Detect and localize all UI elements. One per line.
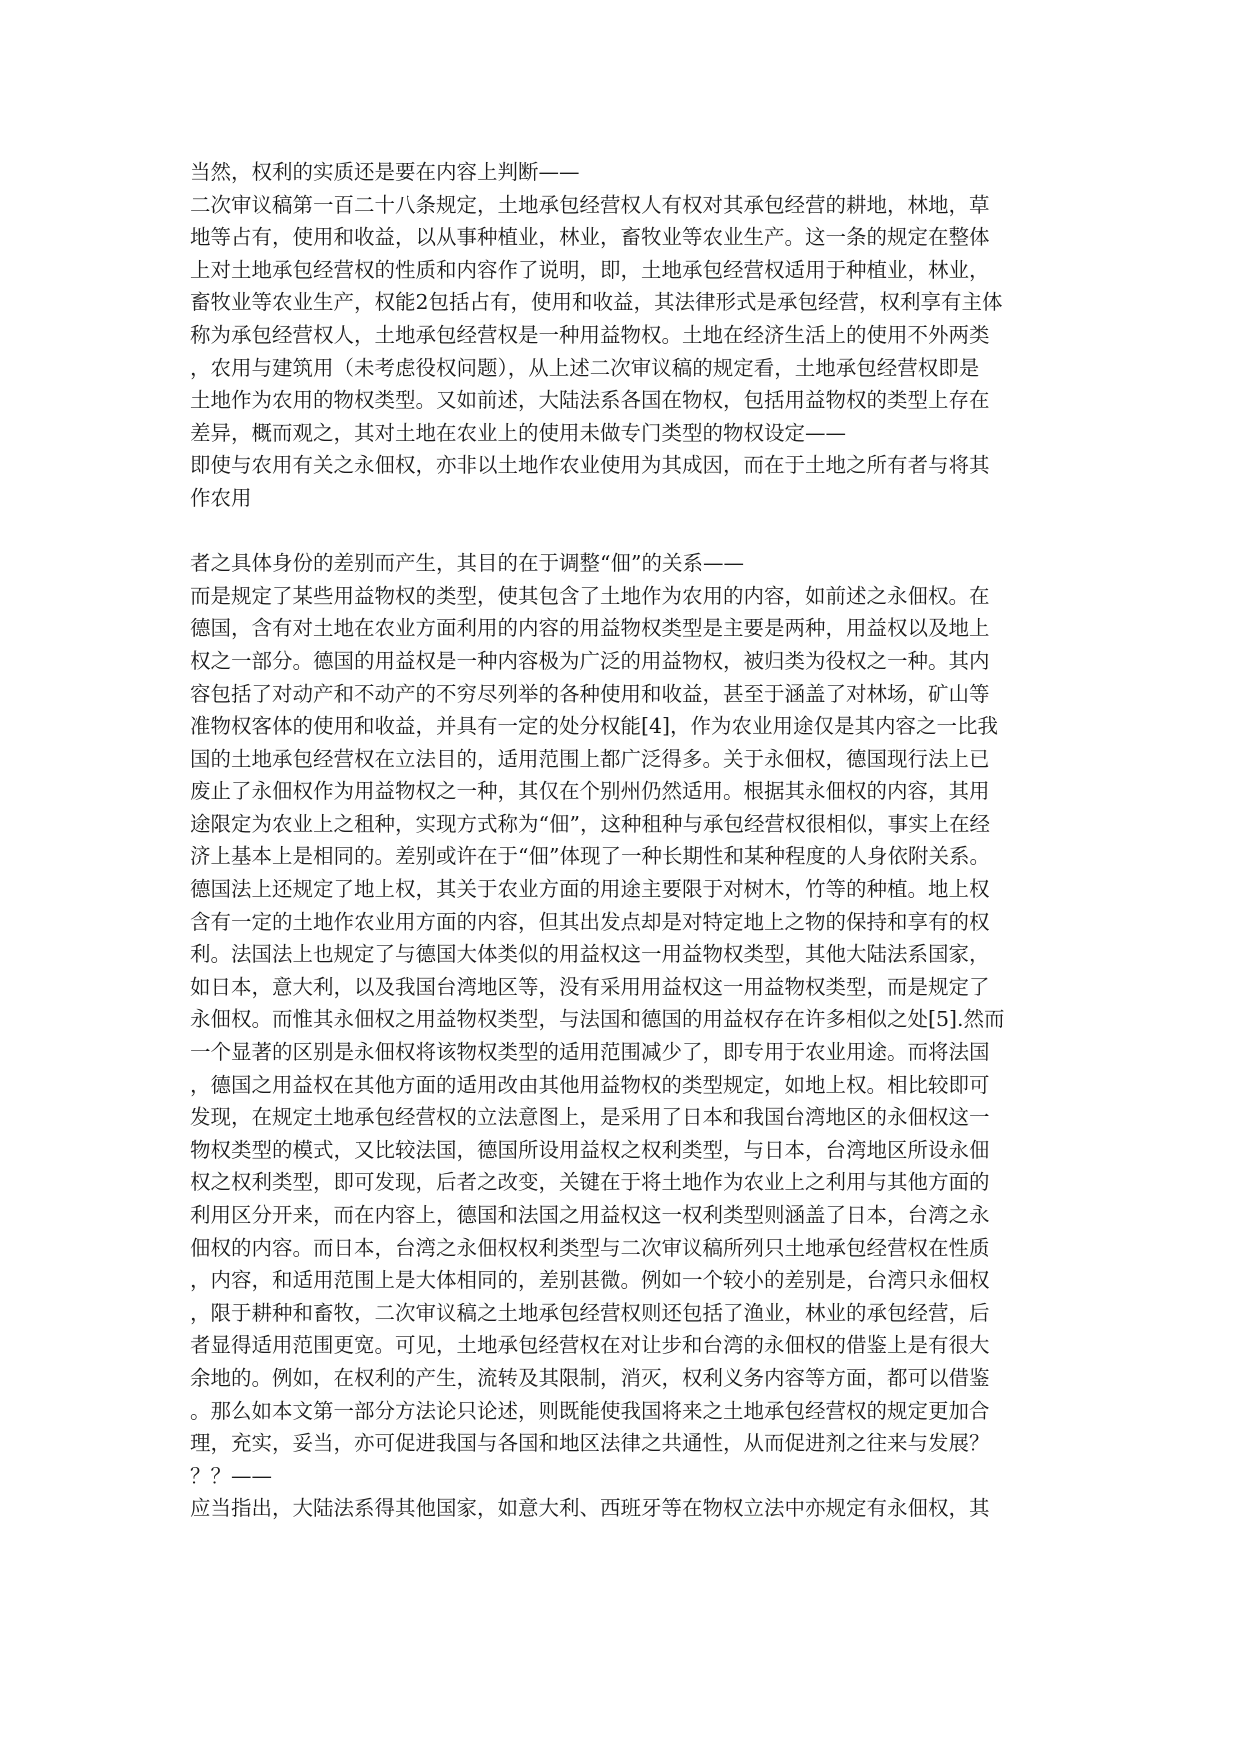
text-line: 即使与农用有关之永佃权，亦非以土地作农业使用为其成因，而在于土地之所有者与将其 bbox=[190, 453, 990, 478]
document-page bbox=[190, 156, 1060, 1525]
text-line: 发现，在规定土地承包经营权的立法意图上，是采用了日本和我国台湾地区的永佃权这一 bbox=[190, 1105, 990, 1130]
text-line: 余地的。例如，在权利的产生，流转及其限制，消灭，权利义务内容等方面，都可以借鉴 bbox=[190, 1365, 990, 1390]
text-line: 利用区分开来，而在内容上，德国和法国之用益权这一权利类型则涵盖了日本，台湾之永 bbox=[190, 1203, 990, 1227]
text-line: 途限定为农业上之租种，实现方式称为“佃”，这种租种与承包经营权很相似，事实上在经 bbox=[190, 811, 990, 836]
text-line: 畜牧业等农业生产，权能2包括占有，使用和收益，其法律形式是承包经营，权利享有主体 bbox=[190, 290, 1003, 315]
text-line: 含有一定的土地作农业用方面的内容，但其出发点却是对特定地上之物的保持和享有的权 bbox=[190, 909, 990, 934]
text-line: 当然，权利的实质还是要在内容上判断—— bbox=[190, 160, 580, 184]
text-line: 上对土地承包经营权的性质和内容作了说明，即，土地承包经营权适用于种植业，林业， bbox=[190, 257, 990, 282]
text-line: 如日本，意大利，以及我国台湾地区等，没有采用用益权这一用益物权类型，而是规定了 bbox=[190, 974, 990, 999]
text-line: 佃权的内容。而日本，台湾之永佃权权利类型与二次审议稿所列只土地承包经营权在性质 bbox=[190, 1235, 990, 1260]
text-line: 利。法国法上也规定了与德国大体类似的用益权这一用益物权类型，其他大陆法系国家， bbox=[190, 942, 990, 967]
text-line: 土地作为农用的物权类型。又如前述，大陆法系各国在物权，包括用益物权的类型上存在 bbox=[190, 388, 990, 413]
text-line: ？？—— bbox=[190, 1463, 272, 1488]
text-line: 废止了永佃权作为用益物权之一种，其仅在个别州仍然适用。根据其永佃权的内容，其用 bbox=[190, 779, 990, 804]
text-line: 者之具体身份的差别而产生，其目的在于调整“佃”的关系—— bbox=[190, 551, 744, 576]
text-line: 权之权利类型，即可发现，后者之改变，关键在于将土地作为农业上之利用与其他方面的 bbox=[190, 1170, 990, 1195]
text-line: 而是规定了某些用益物权的类型，使其包含了土地作为农用的内容，如前述之永佃权。在 bbox=[190, 583, 990, 608]
text-line: 称为承包经营权人，土地承包经营权是一种用益物权。土地在经济生活上的使用不外两类 bbox=[190, 322, 990, 347]
blank-line bbox=[190, 515, 1060, 548]
text-line: 。那么如本文第一部分方法论只论述，则既能使我国将来之土地承包经营权的规定更加合 bbox=[190, 1398, 990, 1423]
text-line: 理，充实，妥当，亦可促进我国与各国和地区法律之共通性，从而促进剂之往来与发展？ bbox=[190, 1431, 990, 1456]
paragraph-block-1 bbox=[190, 156, 1060, 515]
text-line: 容包括了对动产和不动产的不穷尽列举的各种使用和收益，甚至于涵盖了对林场，矿山等 bbox=[190, 681, 990, 706]
text-line: 德国法上还规定了地上权，其关于农业方面的用途主要限于对树木，竹等的种植。地上权 bbox=[190, 877, 990, 902]
text-line: 差异，概而观之，其对土地在农业上的使用未做专门类型的物权设定—— bbox=[190, 420, 846, 445]
text-line: 二次审议稿第一百二十八条规定，土地承包经营权人有权对其承包经营的耕地，林地，草 bbox=[190, 192, 990, 217]
text-line: 应当指出，大陆法系得其他国家，如意大利、西班牙等在物权立法中亦规定有永佃权，其 bbox=[190, 1496, 990, 1521]
text-line: 物权类型的模式，又比较法国，德国所设用益权之权利类型，与日本，台湾地区所设永佃 bbox=[190, 1137, 990, 1162]
text-line: 权之一部分。德国的用益权是一种内容极为广泛的用益物权，被归类为役权之一种。其内 bbox=[190, 648, 990, 673]
text-line: 作农用 bbox=[190, 485, 252, 510]
text-line: ，内容，和适用范围上是大体相同的，差别甚微。例如一个较小的差别是，台湾只永佃权 bbox=[190, 1268, 990, 1293]
paragraph-block-2 bbox=[190, 547, 1060, 1525]
text-line: 一个显著的区别是永佃权将该物权类型的适用范围减少了，即专用于农业用途。而将法国 bbox=[190, 1040, 990, 1065]
text-line: 准物权客体的使用和收益，并具有一定的处分权能[4]，作为农业用途仅是其内容之一比我 bbox=[190, 714, 999, 739]
text-line: ，限于耕种和畜牧，二次审议稿之土地承包经营权则还包括了渔业，林业的承包经营，后 bbox=[190, 1300, 990, 1325]
text-line: ，德国之用益权在其他方面的适用改由其他用益物权的类型规定，如地上权。相比较即可 bbox=[190, 1072, 990, 1097]
text-line: 济上基本上是相同的。差别或许在于“佃”体现了一种长期性和某种程度的人身依附关系。 bbox=[190, 844, 990, 869]
text-line: 国的土地承包经营权在立法目的，适用范围上都广泛得多。关于永佃权，德国现行法上已 bbox=[190, 746, 990, 771]
text-line: 永佃权。而惟其永佃权之用益物权类型，与法国和德国的用益权存在许多相似之处[5].然而 bbox=[190, 1007, 1005, 1032]
text-line: ，农用与建筑用（未考虑役权问题），从上述二次审议稿的规定看，土地承包经营权即是 bbox=[190, 355, 980, 380]
text-line: 德国，含有对土地在农业方面利用的内容的用益物权类型是主要是两种，用益权以及地上 bbox=[190, 616, 990, 641]
text-line: 地等占有，使用和收益，以从事种植业，林业，畜牧业等农业生产。这一条的规定在整体 bbox=[190, 225, 990, 250]
text-line: 者显得适用范围更宽。可见，土地承包经营权在对让步和台湾的永佃权的借鉴上是有很大 bbox=[190, 1333, 990, 1358]
